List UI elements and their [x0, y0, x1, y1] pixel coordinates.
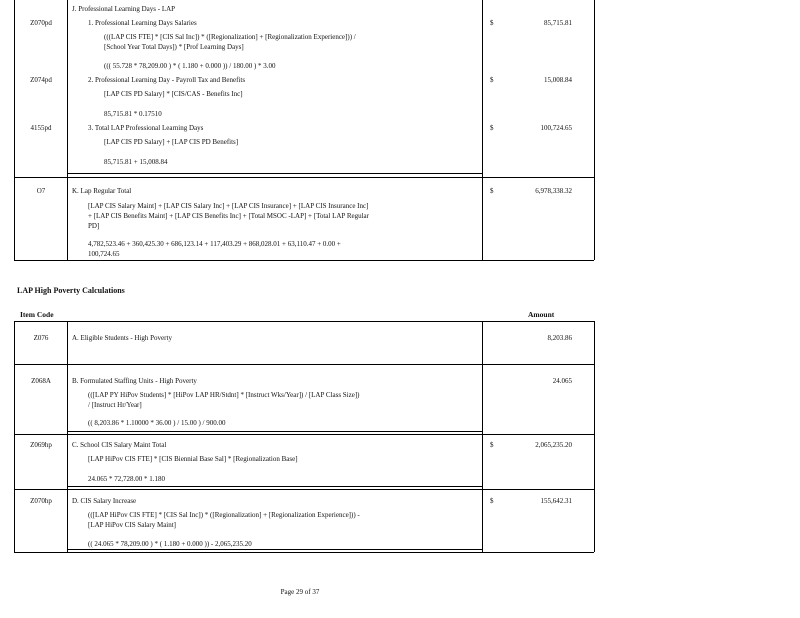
table-border-bottom: [14, 552, 594, 553]
dollar-sign: $: [490, 441, 494, 449]
row-line: 100,724.65: [88, 250, 120, 258]
row-divider: [14, 177, 594, 178]
row-line: D. CIS Salary Increase: [72, 497, 137, 505]
item-code: Z074pd: [30, 76, 52, 84]
amount-value: 8,203.86: [547, 334, 572, 342]
amount-value: 2,065,235.20: [535, 441, 572, 449]
row-line: (( 8,203.86 * 1.10000 * 36.00 ) / 15.00 ) / 900.00: [88, 419, 226, 427]
row-line: (([LAP PY HiPov Students] * [HiPov LAP HR/Stdnt] * [Instruct Wks/Year]) / [LAP Class Size]): [88, 391, 360, 399]
row-line: A. Eligible Students - High Poverty: [72, 334, 172, 342]
amount-value: 100,724.65: [540, 124, 572, 132]
table-border-left: [14, 321, 15, 552]
dollar-sign: $: [490, 187, 494, 195]
row-line: 4,782,523.46 + 360,425.30 + 686,123.14 + 117,403.29 + 868,028.01 + 63,110.47 + 0.00 +: [88, 240, 341, 248]
table-border-top: [14, 321, 594, 322]
section-title: LAP High Poverty Calculations: [17, 286, 125, 295]
amount-column-divider: [482, 321, 483, 552]
dollar-sign: $: [490, 124, 494, 132]
code-column-divider: [67, 321, 68, 552]
row-line: 85,715.81 * 0.17510: [104, 110, 162, 118]
row-line: (( 24.065 * 78,209.00 ) * ( 1.180 + 0.000 )) - 2,065,235.20: [88, 540, 252, 548]
row-line: B. Formulated Staffing Units - High Poverty: [72, 377, 197, 385]
row-divider: [14, 364, 594, 365]
row-line: [LAP CIS PD Salary] * [CIS/CAS - Benefits Inc]: [104, 90, 243, 98]
row-line: K. Lap Regular Total: [72, 187, 132, 195]
row-line: [School Year Total Days]) * [Prof Learning Days]: [104, 43, 244, 51]
row-line: + [LAP CIS Benefits Maint] + [LAP CIS Benefits Inc] + [Total MSOC -LAP] + [Total LAP Regular: [88, 212, 369, 220]
row-line: [LAP HiPov CIS Salary Maint]: [88, 521, 177, 529]
row-divider: [67, 486, 482, 487]
table-border-right: [594, 321, 595, 552]
row-line: [LAP CIS PD Salary] + [LAP CIS PD Benefits]: [104, 138, 239, 146]
row-line: C. School CIS Salary Maint Total: [72, 441, 167, 449]
row-divider: [67, 173, 482, 174]
row-line: 2. Professional Learning Day - Payroll Tax and Benefits: [88, 76, 246, 84]
item-code: Z070hp: [30, 497, 52, 505]
row-line: 85,715.81 + 15,008.84: [104, 158, 168, 166]
table-border-right: [594, 0, 595, 260]
code-column-divider: [67, 0, 68, 260]
row-line: 24.065 * 72,728.00 * 1.180: [88, 475, 165, 483]
row-divider: [67, 431, 482, 432]
item-code: O7: [36, 187, 46, 195]
item-code: Z068A: [31, 377, 51, 385]
row-divider: [14, 489, 594, 490]
row-line: (((LAP CIS FTE] * [CIS Sal Inc]) * ([Regionalization] + [Regionalization Experience])) /: [104, 33, 356, 41]
amount-value: 6,978,338.32: [535, 187, 572, 195]
amount-value: 155,642.31: [540, 497, 572, 505]
row-line: (([LAP HiPov CIS FTE] * [CIS Sal Inc]) * ([Regionalization] + [Regionalization Experience])) -: [88, 511, 360, 519]
dollar-sign: $: [490, 19, 494, 27]
table-border-bottom: [14, 260, 594, 261]
amount-value: 24.065: [552, 377, 572, 385]
table-border-left: [14, 0, 15, 260]
column-header-amount: Amount: [528, 310, 555, 319]
row-line: 3. Total LAP Professional Learning Days: [88, 124, 204, 132]
amount-column-divider: [482, 0, 483, 260]
row-line: [LAP CIS Salary Maint] + [LAP CIS Salary Inc] + [LAP CIS Insurance] + [LAP CIS Insurance Inc]: [88, 202, 369, 210]
column-header-item-code: Item Code: [20, 310, 54, 319]
row-line: J. Professional Learning Days - LAP: [72, 5, 176, 13]
row-line: / [Instruct Hr/Year]: [88, 401, 142, 409]
row-line: 1. Professional Learning Days Salaries: [88, 19, 197, 27]
item-code: 4155pd: [30, 124, 52, 132]
page-number: Page 29 of 37: [280, 588, 320, 596]
amount-value: 15,008.84: [544, 76, 572, 84]
dollar-sign: $: [490, 76, 494, 84]
row-line: PD]: [88, 222, 100, 230]
item-code: Z076: [33, 334, 49, 342]
row-line: [LAP HiPov CIS FTE] * [CIS Biennial Base Sal] * [Regionalization Base]: [88, 455, 298, 463]
amount-value: 85,715.81: [544, 19, 572, 27]
item-code: Z069hp: [30, 441, 52, 449]
row-divider: [14, 434, 594, 435]
item-code: Z070pd: [30, 19, 52, 27]
dollar-sign: $: [490, 497, 494, 505]
row-line: ((( 55.728 * 78,209.00 ) * ( 1.180 + 0.000 )) / 180.00 ) * 3.00: [104, 62, 276, 70]
row-divider: [67, 549, 482, 550]
